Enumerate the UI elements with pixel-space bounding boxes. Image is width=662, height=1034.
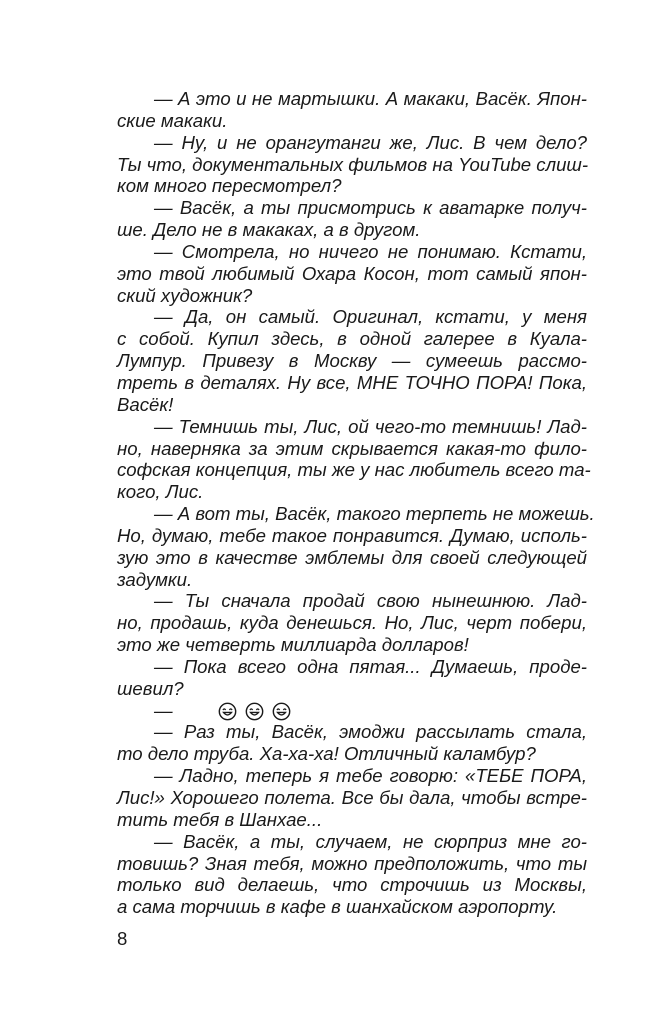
page-text [117, 88, 595, 918]
text-line: — Васёк, а ты, случаем, не сюрприз мне го- [154, 830, 587, 852]
laughing-face-icon [208, 702, 227, 721]
laughing-face-icon [235, 702, 254, 721]
text-line: то дело труба. Ха-ха-ха! Отличный каламбур? [117, 743, 536, 765]
text-line: — Ты сначала продай свою нынешнюю. Лад- [154, 590, 587, 612]
text-line: — Ну, и не орангутанги же, Лис. В чем дело? [154, 131, 587, 153]
text-line: — Раз ты, Васёк, эмоджи рассылать стала, [154, 721, 587, 743]
text-line: Но, думаю, тебе такое понравится. Думаю, исполь- [117, 524, 587, 546]
text-line: только вид делаешь, что строчишь из Москвы, [117, 874, 587, 896]
text-line: Васёк! [117, 393, 174, 415]
text-line: ский художник? [117, 284, 253, 306]
text-line: Лис!» Хорошего полета. Все бы дала, чтобы встре- [117, 787, 587, 808]
text-line: зую это в качестве эмблемы для своей следующей [117, 546, 587, 568]
text-line: но, продашь, куда денешься. Но, Лис, черт побери, [117, 612, 587, 634]
paragraph [117, 88, 587, 132]
text-line: — Смотрела, но ничего не понимаю. Кстати, [154, 240, 587, 262]
text-line: — Ладно, теперь я тебе говорю: «ТЕБЕ ПОРА, [154, 765, 587, 787]
paragraph [117, 241, 587, 307]
emoji-line-dash: — [154, 699, 173, 721]
paragraph [117, 415, 591, 503]
text-line: ские макаки. [117, 109, 228, 131]
text-line: Лумпур. Привезу в Москву — сумеешь рассмо- [117, 350, 587, 372]
text-line: — Васёк, а ты присмотрись к аватарке получ- [154, 197, 587, 219]
laughing-face-icon [181, 702, 200, 721]
text-line: — А это и не мартышки. А макаки, Васёк. Япон- [154, 88, 587, 109]
paragraph [117, 721, 587, 765]
text-line: с собой. Купил здесь, в одной галерее в Куала- [117, 328, 587, 350]
text-line: это твой любимый Охара Косон, тот самый япон- [117, 262, 587, 284]
text-line: а сама торчишь в кафе в шанхайском аэропорту. [117, 896, 558, 918]
paragraph [117, 503, 595, 590]
text-line: ком много пересмотрел? [117, 175, 342, 197]
emoji-line [117, 700, 587, 722]
text-line: задумки. [117, 568, 193, 590]
text-line: шевил? [117, 677, 184, 699]
paragraph [117, 306, 587, 415]
text-line: — Темнишь ты, Лис, ой чего-то темнишь! Лад- [154, 415, 587, 437]
text-line: — Да, он самый. Оригинал, кстати, у меня [154, 306, 587, 328]
paragraph [117, 831, 587, 918]
text-line: софская концепция, ты же у нас любитель всего та- [117, 459, 591, 481]
paragraph [117, 656, 587, 700]
text-line: треть в деталях. Ну все, МНЕ ТОЧНО ПОРА! Пока, [117, 371, 587, 393]
paragraph [117, 197, 587, 241]
text-line: Ты что, документальных фильмов на YouTube слиш- [117, 153, 589, 175]
text-line: — Пока всего одна пятая... Думаешь, продe- [154, 655, 587, 677]
text-line: — А вот ты, Васёк, такого терпеть не можешь. [154, 503, 595, 525]
text-line: кого, Лис. [117, 481, 204, 503]
text-line: ше. Дело не в макаках, а в другом. [117, 219, 421, 241]
text-line: тить тебя в Шанхае... [117, 808, 323, 830]
paragraph [117, 590, 587, 656]
paragraph [117, 132, 587, 198]
text-line: но, наверняка за этим скрывается какая-то фило- [117, 437, 587, 459]
text-line: товишь? Зная тебя, можно предположить, что ты [117, 852, 587, 874]
page-number: 8 [117, 928, 128, 949]
text-line: это же четверть миллиарда долларов! [117, 634, 469, 656]
paragraph [117, 765, 587, 831]
emoji-row [173, 702, 254, 721]
